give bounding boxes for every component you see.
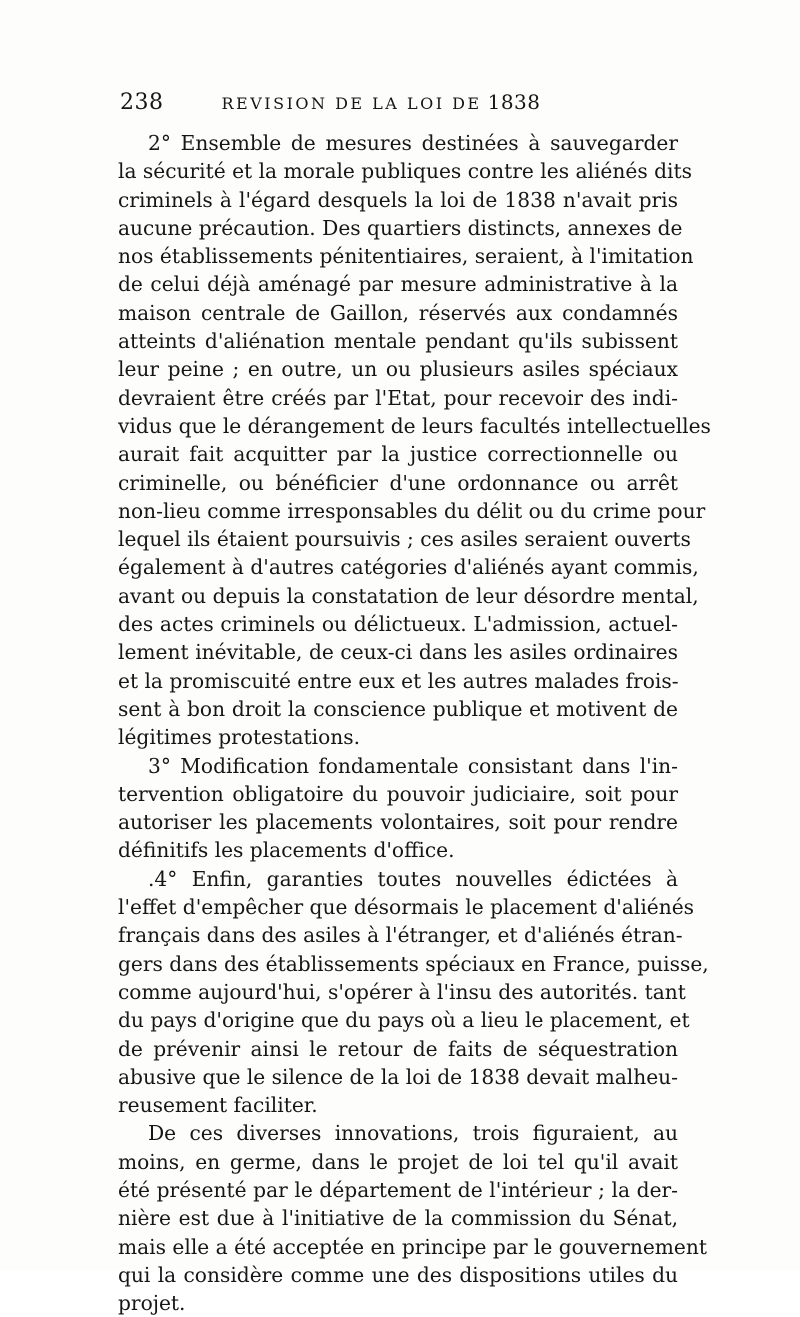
body-text <box>118 129 711 1317</box>
text-line: du pays d'origine que du pays où a lieu le placement, et <box>118 1008 690 1033</box>
text-line: reusement faciliter. <box>118 1093 318 1118</box>
text-line: projet. <box>118 1291 186 1316</box>
text-line: français dans des asiles à l'étranger, et d'aliénés étran- <box>118 923 683 948</box>
text-line: aucune précaution. Des quartiers distincts, annexes de <box>118 215 683 240</box>
text-line: criminelle, ou bénéficier d'une ordonnance ou arrêt <box>118 470 678 495</box>
text-line: et la promiscuité entre eux et les autres malades frois- <box>118 668 679 693</box>
text-line: des actes criminels ou délictueux. L'admission, actuel- <box>118 612 678 637</box>
text-line: de celui déjà aménagé par mesure administrative à la <box>118 272 678 297</box>
text-line: légitimes protestations. <box>118 725 361 750</box>
text-line: l'effet d'empêcher que désormais le placement d'aliénés <box>118 895 695 920</box>
text-line: lement inévitable, de ceux-ci dans les asiles ordinaires <box>118 640 678 665</box>
text-line: De ces diverses innovations, trois figuraient, au <box>148 1121 678 1146</box>
text-line: leur peine ; en outre, un ou plusieurs asiles spéciaux <box>118 357 678 382</box>
text-line: tervention obligatoire du pouvoir judiciaire, soit pour <box>118 781 678 806</box>
text-line: comme aujourd'hui, s'opérer à l'insu des autorités. tant <box>118 979 686 1004</box>
running-title-year: 1838 <box>487 90 541 114</box>
text-line: .4° Enfin, garanties toutes nouvelles édictées à <box>148 866 678 891</box>
text-line: sent à bon droit la conscience publique et motivent de <box>118 696 678 721</box>
text-line: 2° Ensemble de mesures destinées à sauvegarder <box>148 131 678 155</box>
page-number: 238 <box>120 90 164 115</box>
text-line: aurait fait acquitter par la justice correctionnelle ou <box>118 442 678 467</box>
text-line: non-lieu comme irresponsables du délit ou du crime pour <box>118 498 706 523</box>
text-line: été présenté par le département de l'intérieur ; la der- <box>118 1177 678 1202</box>
text-line: autoriser les placements volontaires, soit pour rendre <box>118 810 678 835</box>
text-line: nière est due à l'initiative de la commission du Sénat, <box>118 1206 678 1231</box>
text-line: gers dans des établissements spéciaux en France, puisse, <box>118 951 709 976</box>
text-line: la sécurité et la morale publiques contre les aliénés dits <box>118 159 692 184</box>
text-line: moins, en germe, dans le projet de loi tel qu'il avait <box>118 1149 678 1174</box>
text-line: qui la considère comme une des dispositions utiles du <box>118 1262 678 1287</box>
text-line: abusive que le silence de la loi de 1838 devait malheu- <box>118 1064 679 1089</box>
text-line: mais elle a été acceptée en principe par le gouvernement <box>118 1234 707 1259</box>
text-line: maison centrale de Gaillon, réservés aux condamnés <box>118 300 678 325</box>
text-line: atteints d'aliénation mentale pendant qu'ils subissent <box>118 329 678 354</box>
text-line: devraient être créés par l'Etat, pour recevoir des indi- <box>118 385 678 410</box>
text-line: nos établissements pénitentiaires, seraient, à l'imitation <box>118 244 694 269</box>
text-line: définitifs les placements d'office. <box>118 838 455 863</box>
text-line: criminels à l'égard desquels la loi de 1838 n'avait pris <box>118 187 678 212</box>
text-line: de prévenir ainsi le retour de faits de séquestration <box>118 1036 678 1061</box>
text-line: 3° Modification fondamentale consistant dans l'in- <box>148 753 678 778</box>
text-line: avant ou depuis la constatation de leur désordre mental, <box>118 583 699 608</box>
running-head <box>120 90 678 118</box>
running-title: REVISION DE LA LOI DE <box>221 94 482 113</box>
text-line: lequel ils étaient poursuivis ; ces asiles seraient ouverts <box>118 527 691 552</box>
text-line: vidus que le dérangement de leurs facultés intellectuelles <box>118 413 711 438</box>
text-line: également à d'autres catégories d'aliénés ayant commis, <box>118 555 699 580</box>
